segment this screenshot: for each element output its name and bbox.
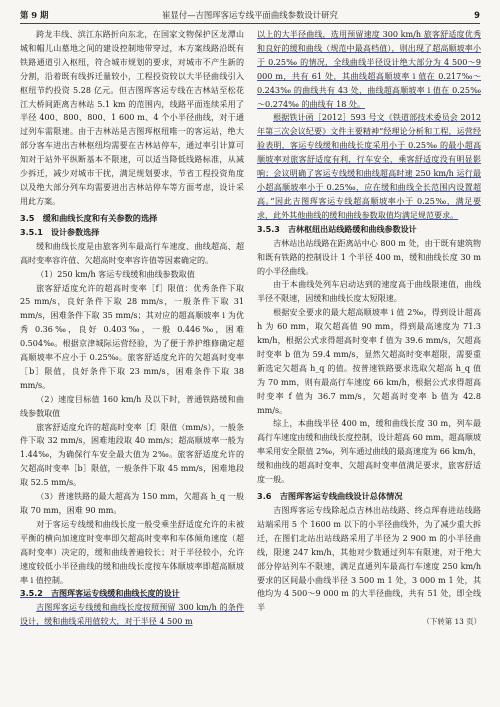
paragraph: 缓和曲线长度是由旅客列车最高行车速度、曲线超高、超高时变率容许值、欠超高时变率容许值等因素确定的。 (20, 241, 244, 265)
page-number: 9 (474, 10, 480, 20)
paragraph: （1）250 km/h 客运专线缓和曲线参数取值 (36, 269, 195, 279)
subsection-heading: 3.5.1 设计参数选择 (20, 227, 100, 237)
paragraph: 根据安全要求的最大超高顺坡率 i 值 2‰，得到设计超高 h 为 60 mm，取欠超高值 90 mm，得到最高速度为 71.3 km/h，根据公式求得超高时变率 f 值为 39.6 mm/s，欠超高时变率 b 值为 59.4 mm/s，显然欠超高时变率超限，需要重新选定欠超高 h_q 的值。按普速铁路要求选取欠超高 h_q 值为 70 mm，则有最高行车速度 66 km/h，根据公式求得超高时变率 f 值为 36.7 mm/s，欠超高时变率 b 值为 42.8 mm/s。 (257, 308, 481, 415)
paragraph: 吉图珲客运专线缓和曲线长度按照预留 300 km/h 的条件设计，缓和曲线采用值较大，对于半径 4 500 m (20, 603, 244, 627)
paragraph: 综上，本曲线半径 400 m，缓和曲线长度 30 m，列车最高行车速度由缓和曲线长度控制，设计超高 60 mm，超高顺坡率采用安全限值 2‰，列车通过曲线的最高速度为 66 km/h，缓和曲线的超高时变率、欠超高时变率值满足要求，旅客舒适度一般。 (257, 419, 481, 485)
paragraph: 吉图珲客运专线除起点吉林出站线路、终点珲春进站线路站端采用 5 个 1600 m 以下的小半径曲线外，为了减少重大拆迁，在图们北站出站线路采用了半径为 2 900 m 的小半径曲线，限速 247 km/h，其他对少数通过列车有限速，对于绝大部分停站列车不限速，满足直通列车最高行车速度 250 km/h 要求的区间最小曲线半径 3 500 m 1 处，3 000 m 1 处，其他均为 4 500～9 000 m 的大半径曲线，共有 51 处，即全线半 (257, 506, 481, 613)
paragraph: 对于客运专线缓和曲线长度一般受乘坐舒适度允许的未被平衡的横向加速度时变率即欠超高时变率和车体倾角速度（超高时变率）决定的，缓和曲线普遍较长；对于半径较小，允许速度较低小半径曲线的缓和曲线长度按车体顺坡率即超高顺坡率 i 值控制。 (20, 519, 244, 585)
paragraph: 旅客舒适度允许的超高时变率［f］限值：优秀条件下取 25 mm/s，良好条件下取 28 mm/s，一般条件下取 31 mm/s，困难条件下取 35 mm/s；其对应的超高顺坡率 i 为优秀 0.36‰，良好 0.403‰，一般 0.446‰，困难 0.504‰。根据京津城际运营经验，为了便于养护维修确定超高顺坡率不应小于 0.25‰。旅客舒适度允许的欠超高时变率［b］限值，良好条件下取 23 mm/s，困难条件下取 38 mm/s。 (20, 283, 244, 390)
paragraph: （2）速度目标值 160 km/h 及以下时，普通铁路缓和曲线参数取值 (20, 394, 244, 418)
subsection-heading: 3.5.2 吉图珲客运专线缓和曲线长度的设计 (20, 589, 180, 599)
paragraph: （3）普速铁路的最大超高为 150 mm，欠超高 h_q 一般取 70 mm，困难 90 mm。 (20, 492, 244, 515)
subsection-heading: 3.5.3 吉林枢纽出站线路缓和曲线参数设计 (257, 224, 417, 234)
issue-number: 第 9 期 (20, 10, 49, 20)
paragraph: 以上的大半径曲线，选用预留速度 300 km/h 旅客舒适度优秀和良好的缓和曲线（规范中最高档值），则出现了超高顺坡率小于 0.25‰ 的情况，全线曲线半径设计绝大部分为 4 500～9 000 m，共有 61 处，其曲线超高顺坡率 i 值在 0.217‰～0.243‰ 的曲线共有 43 处，曲线超高顺坡率 i 值在 0.25‰～0.274‰ 的曲线有 18 处。 (257, 30, 481, 109)
page-header (20, 9, 480, 24)
continuation-note: （下转第 13 页） (422, 617, 481, 627)
paragraph: 吉林站出站线路在距离站中心 800 m 处，由于既有建筑物和既有铁路的控制设计 1 个半径 400 m，缓和曲线长度 30 m 的小半径曲线。 (257, 238, 481, 276)
paragraph: 由于本曲线处列车启动达到的速度高于曲线限速值，曲线半径不限速，因缓和曲线长度太短限速。 (257, 280, 481, 304)
paragraph: 根据铁计函［2012］593 号文《铁道部技术委员会 2012 年第三次会议纪要》文件主要精神“经理论分析和工程，运营经验表明，客运专线缓和曲线长度采用小于 0.25‰ 的最小超高顺坡率对旅客舒适度有利，行车安全，乘客舒适度没有明显影响；会议明确了客运专线缓和曲线超高时速 250 km/h 运行最小超高顺坡率小于 0.25‰，应在缓和曲线全长范围内设置超高。”因此吉图珲客运专线超高顺坡率小于 0.25‰，满足要求，此外其他曲线的缓和曲线参数取值均满足规范要求。 (257, 113, 481, 220)
paragraph: 旅客舒适度允许的超高时变率［f］限值（mm/s），一般条件下取 32 mm/s，困难地段取 40 mm/s；超高顺坡率一般为 1.44‰，为确保行车安全最大值为 2‰。旅客舒适度允许的欠超高时变率［b］限值，一般条件下取 45 mm/s，困难地段取 52.5 mm/s。 (20, 422, 244, 488)
section-heading: 3.5 缓和曲线长度和有关参数的选择 (20, 212, 158, 223)
right-column (257, 28, 481, 629)
running-title: 崔显付—吉图珲客运专线平面曲线参数设计研究 (162, 10, 338, 20)
paragraph: 跨龙丰线、滨江东路折向东北，在国家文物保护区龙潭山城和帽儿山墓地之间的建设控制地带穿过，本方案线路沿既有铁路通道引入枢纽，符合城市规划的要求，对城市不产生新的分割，沿着既有线拆迁量较小，工程投资较以大半径曲线引入枢纽节约投资 5.28 亿元。但吉图珲客运专线在吉林站至松花江大桥间距离吉林站 5.1 km 的范围内，线路平面连续采用了半径 400、800、800、1 600 m、4 个小半径曲线，对于通过列车需限速。由于吉林站是吉图珲枢纽唯一的客运站，绝大部分客车进出吉林枢纽均需要在吉林站停车，通过率引计算可知对于站外平纵断基本不限速，可以适当降低线路标准，从减少拆迁，减少对城市干扰，满足规划要求，节省工程投资角度以及绝大部分列车均需要进出吉林站停车等方面考虑，设计采用此方案。 (20, 30, 244, 206)
section-heading: 3.6 吉图珲客运专线曲线设计总体情况 (257, 491, 403, 501)
left-column (20, 28, 244, 629)
